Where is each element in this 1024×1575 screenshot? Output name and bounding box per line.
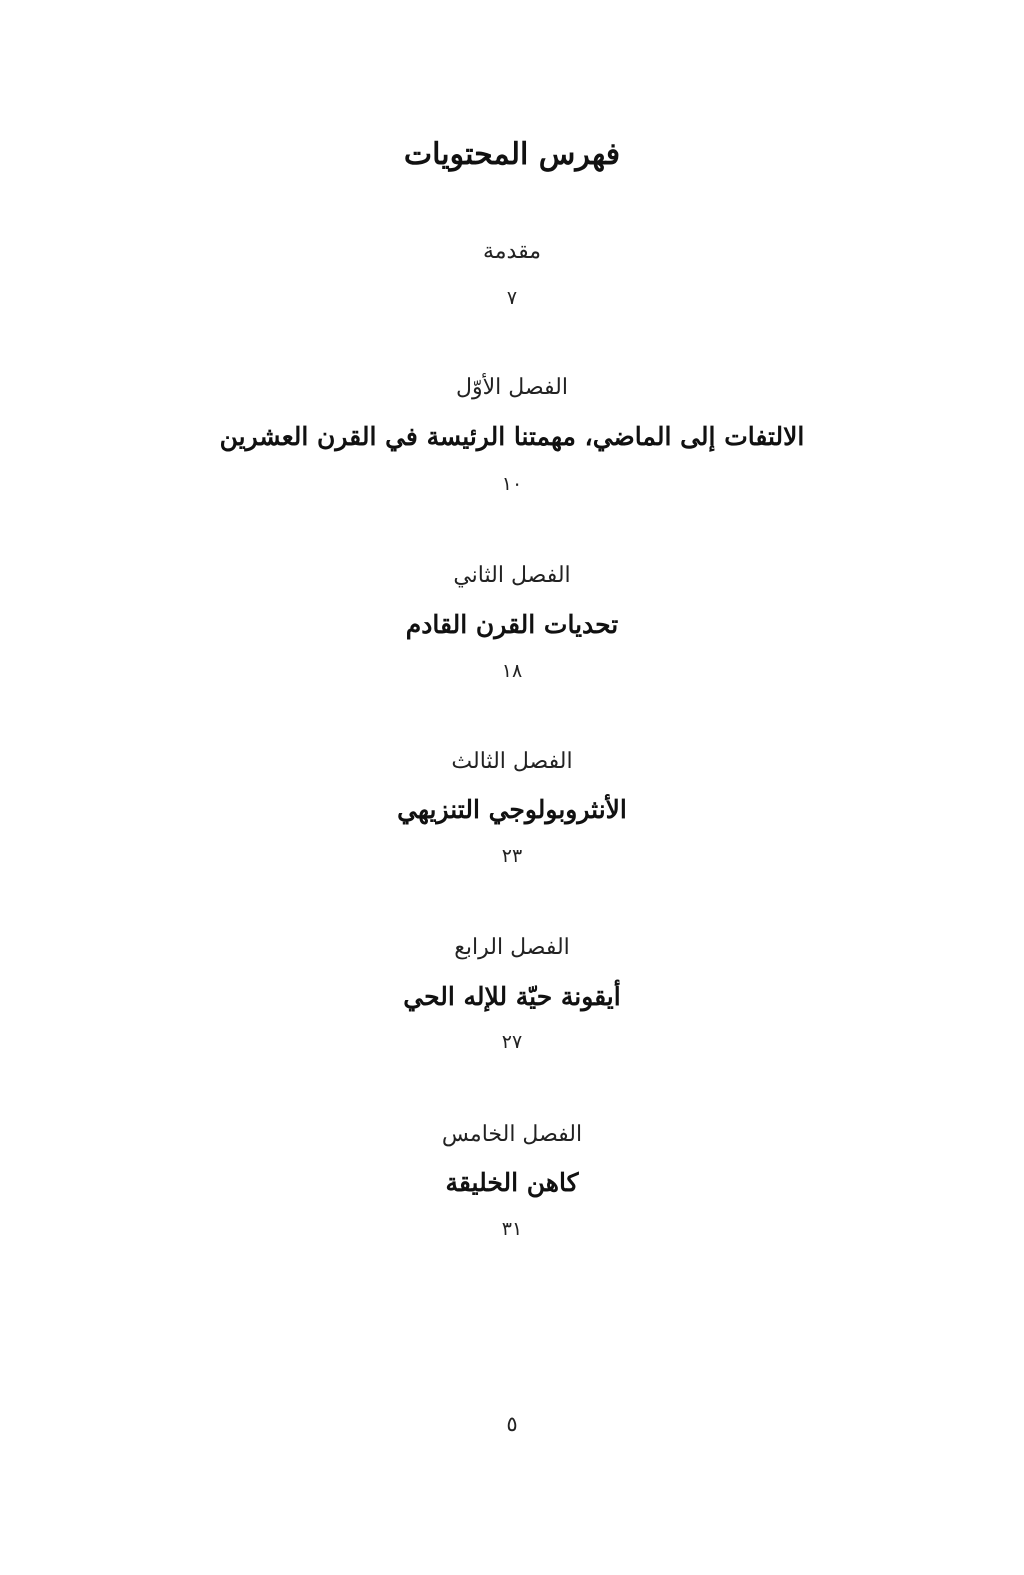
chapter-1-page-number: ١٠ bbox=[501, 473, 523, 495]
chapter-3-page-number: ٢٣ bbox=[501, 845, 523, 867]
intro-label: مقدمة bbox=[482, 239, 542, 264]
chapter-3-title: الأنثروبولوجي التنزيهي bbox=[397, 795, 627, 824]
chapter-4-label: الفصل الرابع bbox=[454, 935, 570, 960]
chapter-2-label: الفصل الثاني bbox=[453, 563, 571, 588]
chapter-3-label: الفصل الثالث bbox=[451, 749, 573, 774]
page-folio-number: ٥ bbox=[506, 1412, 518, 1436]
chapter-5-page-number: ٣١ bbox=[501, 1218, 523, 1240]
chapter-4-page-number: ٢٧ bbox=[501, 1031, 523, 1053]
chapter-2-page-number: ١٨ bbox=[501, 660, 523, 682]
chapter-1-label: الفصل الأوّل bbox=[456, 375, 568, 400]
chapter-5-label: الفصل الخامس bbox=[441, 1122, 583, 1147]
chapter-4-title: أيقونة حيّة للإله الحي bbox=[403, 982, 621, 1011]
chapter-5-title: كاهن الخليقة bbox=[445, 1168, 579, 1197]
chapter-2-title: تحديات القرن القادم bbox=[405, 610, 619, 639]
chapter-1-title: الالتفات إلى الماضي، مهمتنا الرئيسة في القرن العشرين bbox=[219, 422, 805, 451]
intro-page-number: ٧ bbox=[506, 287, 518, 309]
page-title: فهرس المحتويات bbox=[403, 137, 621, 172]
